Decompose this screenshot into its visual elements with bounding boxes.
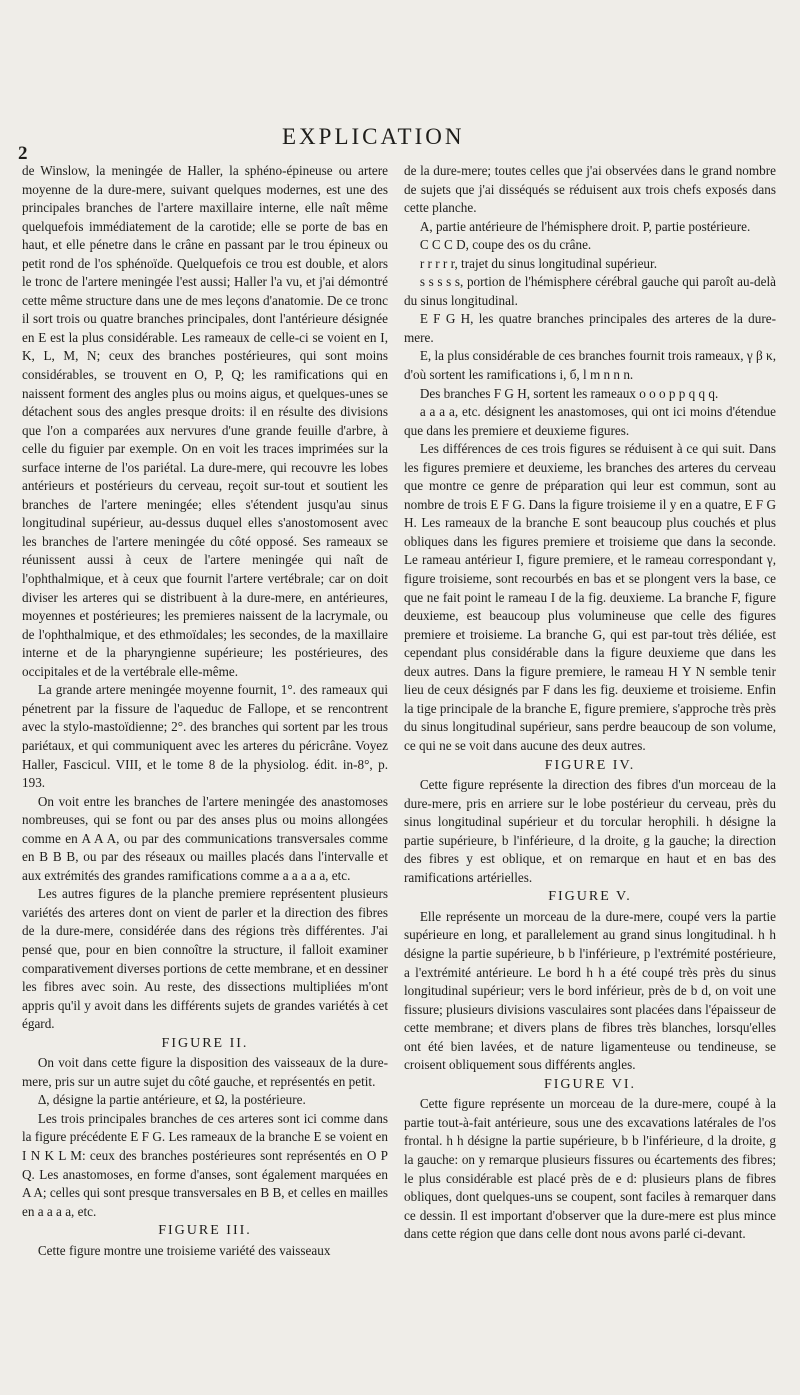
running-title: EXPLICATION — [282, 124, 465, 149]
left-paragraph: Les trois principales branches de ces arteres sont ici comme dans la figure précédente E F G. Les rameaux de la branche E se voient en I N K L M: ceux des branches postérieures sont représentés en O P Q. Les anastomoses, en forme d'anses, sont également marquées en A A; celles qui sont presque transversales en B B, et celles en mailles en a a a a, etc. — [22, 1110, 388, 1219]
figure-6-heading: FIGURE VI. — [543, 1076, 637, 1092]
figure-4-heading: FIGURE IV. — [544, 757, 636, 773]
right-paragraph: a a a a, etc. désignent les anastomoses, qui ont ici moins d'étendue que dans les premiere et deuxieme figures. — [404, 404, 776, 438]
page-number: 2 — [18, 143, 28, 164]
right-paragraph: Cette figure représente la direction des fibres d'un morceau de la dure-mere, pris en arriere sur le lobe postérieur du cerveau, près du sinus longitudinal supérieur et du torcular herophili. h désigne la partie supérieure, b l'inférieure, d la droite, g la gauche; la direction des fibres y est oblique, et on remarque en haut et en bas des ramifications artérielles. — [404, 777, 776, 885]
figure-5-heading: FIGURE V. — [548, 889, 632, 905]
right-paragraph: A, partie antérieure de l'hémisphere droit. P, partie postérieure. — [419, 218, 751, 234]
right-paragraph: de la dure-mere; toutes celles que j'ai observées dans le grand nombre de sujets que j'ai disséqués se réduisent aux trois chefs exposés dans cette planche. — [404, 163, 776, 216]
figure-2-heading: FIGURE II. — [161, 1035, 249, 1051]
left-paragraph: de Winslow, la meningée de Haller, la sphéno-épineuse ou artere moyenne de la dure-mere, suivant quelques modernes, est une des principales branches de l'artere maxillaire interne, elle naît même quelquefois immédiatement de la carotide; elle se porte de bas en haut, et elle pénetre dans le crâne en passant par le trou épineux ou petit rond de l'os sphénoïde. Quelquefois ce trou est double, et alors le tronc de l'artere meningée l'est aussi; Haller l'a vu, et j'ai démontré cette même structure dans une de mes leçons d'anatomie. De ce tronc il sort trois ou quatre branches principales, dont l'antérieure désignée en E est la plus considérable. Les rameaux de celle-ci se voient en I, K, L, M, N; ceux des branches postérieures, qui sont moins considérables, se trouvent en O, P, Q; les ramifications qui en naissent forment des angles plus ou moins aigus, et quelques-unes se détachent sous des angles presque droits: il en résulte des divisions que l'on a comparées aux nervures d'une grande feuille d'arbre, à celle du figuier par exemple. On en voit les traces imprimées sur la surface interne de l'os pariétal. La dure-mere, qui recouvre les lobes antérieurs et postérieurs du cerveau, reçoit sur-tout et soutient les branches de l'artere meningée; elles s'étendent jusqu'au sinus longitudinal supérieur, au-dessus duquel elles s'anostomosent avec les branches de l'artere meningée du côté opposé. Ses rameaux se réunissent aussi à ceux de l'artere meningée qui naît de l'ophthalmique, et à ceux que fournit l'artere vertébrale; car on doit diviser les arteres qui se distribuent à la dure-mere, en antérieures, moyennes et postérieures; les premieres naissent de la lacrymale, ou de l'ophthalmique, et des ethmoïdales; les secondes, de la maxillaire interne et de la pharyngienne supérieure; les postérieures, des occipitales et de la vertébrale elle-même. — [22, 163, 388, 679]
right-paragraph: Elle représente un morceau de la dure-mere, coupé vers la partie supérieure en long, et parallelement au grand sinus longitudinal. h h désigne la partie supérieure, b b l'inférieure, p l'extrémité postérieure, a l'extrémité antérieure. Le bord h h a été coupé très près du sinus longitudinal supérieur; vers le bord inférieur, près de b d, on voit une fissure; plusieurs divisions vasculaires sont placées dans l'épaisseur de cette membrane; et divers plans de fibres très blanches, lorsqu'elles ont été bien lavées, et de nature ligamenteuse ou tendineuse, se croisent obliquement sous différents angles. — [404, 908, 776, 1073]
right-paragraph: E, la plus considérable de ces branches fournit trois rameaux, γ β κ, d'où sortent les ramifications i, б, l m n n n. — [404, 348, 776, 383]
left-paragraph: On voit entre les branches de l'artere meningée des anastomoses nombreuses, qui se font ou par des anses plus ou moins allongées comme en A A A, ou par des communications transversales comme en B B B, ou par des réseaux ou mailles placés dans l'intervalle et aux extrémités des grandes ramifications comme a a a a a, etc. — [22, 793, 388, 883]
right-paragraph: E F G H, les quatre branches principales des arteres de la dure-mere. — [404, 311, 776, 345]
right-paragraph: Cette figure représente un morceau de la dure-mere, coupé à la partie tout-à-fait antérieure, sous une des excavations latérales de l'os frontal. h h désigne la partie supérieure, b b l'inférieure, d la droite, g la gauche: on y remarque plusieurs fissures ou écartements des fibres; le plus considérable est placé près de e d: plusieurs plans de fibres obliques, dont quelques-uns se coupent, sont faciles à remarquer dans ce dessin. Il est important d'observer que la dure-mere est plus mince dans cette région que dans celle dont nous avons parlé ci-devant. — [404, 1096, 776, 1242]
left-paragraph: On voit dans cette figure la disposition des vaisseaux de la dure-mere, pris sur un autre sujet du côté gauche, et représentés en petit. — [22, 1055, 388, 1089]
left-paragraph: Cette figure montre une troisieme variété des vaisseaux — [37, 1242, 331, 1258]
right-paragraph: Des branches F G H, sortent les rameaux o o o p p q q q. — [419, 385, 719, 401]
right-column — [404, 162, 776, 1377]
left-paragraph: La grande artere meningée moyenne fournit, 1°. des rameaux qui pénetrent par la fissure de l'aqueduc de Fallope, et se rencontrent avec la stylo-mastoïdienne; 2°. des branches qui sortent par les trous pariétaux, et qui communiquent avec les arteres du péricrâne. Voyez Haller, Fascicul. VIII, et le tome 8 de la physiolog. édit. in-8°, p. 193. — [22, 682, 388, 791]
right-paragraph: r r r r r, trajet du sinus longitudinal supérieur. — [419, 255, 657, 271]
left-paragraph: Δ, désigne la partie antérieure, et Ω, la postérieure. — [37, 1092, 306, 1108]
right-paragraph: C C C D, coupe des os du crâne. — [419, 237, 592, 253]
left-column — [22, 162, 388, 1377]
left-paragraph: Les autres figures de la planche premiere représentent plusieurs variétés des arteres dont on vient de parler et la direction des fibres de la dure-mere, considérée dans des régions très différentes. J'ai pensé que, pour en bien connoître la structure, il falloit examiner comparativement diverses portions de cette membrane, et en dessiner les fibres avec soin. Au reste, des dissections multipliées m'ont appris qu'il y avoit dans les différents sujets de grandes variétés à cet égard. — [22, 886, 388, 1032]
right-paragraph: Les différences de ces trois figures se réduisent à ce qui suit. Dans les figures premiere et deuxieme, les branches des arteres du cerveau que montre ce genre de préparation qui leur est commun, sont au nombre de trois E F G. Dans la figure troisieme il y en a quatre, E F G H. Les rameaux de la branche E sont beaucoup plus couchés et plus obliques dans les figures premiere et troisieme que dans la seconde. Le rameau antérieur I, figure premiere, et le rameau correspondant γ, figure troisieme, sont recourbés en bas et se plongent vers la base, ce que ne fait point le rameau I de la fig. deuxieme. La branche F, figure deuxieme, est beaucoup plus volumineuse que celle des figures premiere et troisieme. La branche G, qui est par-tout très déliée, est cependant plus considérable dans la figure deuxieme que dans les deux autres. Dans la figure premiere, le rameau H Y N semble tenir lieu de ceux désignés par F dans les fig. deuxieme et troisieme. Enfin la tige principale de la branche E, figure premiere, s'approche très près du sinus longitudinal supérieur, sans perdre beaucoup de son volume, ce qui ne se voit dans aucune des deux autres. — [404, 441, 776, 753]
right-paragraph: s s s s s, portion de l'hémisphere cérébral gauche qui paroît au-delà du sinus longitudinal. — [404, 274, 776, 308]
figure-3-heading: FIGURE III. — [158, 1223, 252, 1239]
